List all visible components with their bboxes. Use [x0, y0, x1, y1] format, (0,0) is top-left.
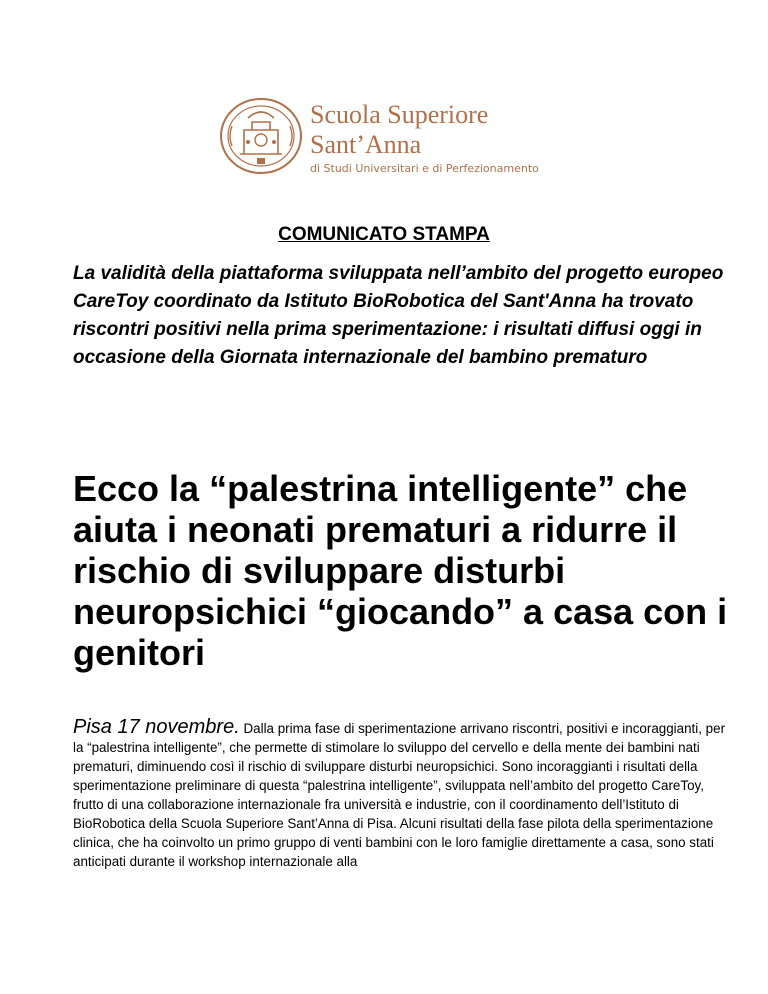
- logo-name-line2: Sant’Anna: [310, 130, 422, 159]
- article-subtitle: La validità della piattaforma sviluppata nell’ambito del progetto europeo CareToy coordinato da Istituto BioRobotica del Sant'Anna ha trovato riscontri positivi nella prima sperimentazione: i risultati diffusi oggi in occasione della Giornata internazionale del bambino prematuro: [73, 263, 724, 368]
- logo-name: [310, 100, 488, 160]
- article-title: Ecco la “palestrina intelligente” che aiuta i neonati prematuri a ridurre il rischio di sviluppare disturbi neuropsichici “giocando” a casa con i genitori: [73, 468, 728, 673]
- dateline: Pisa 17 novembre.: [73, 716, 240, 738]
- press-release-label: COMUNICATO STAMPA: [278, 224, 490, 245]
- logo-name-line1: Scuola Superiore: [310, 100, 489, 129]
- body-text: Dalla prima fase di sperimentazione arrivano riscontri, positivi e incoraggianti, per la “palestrina intelligente”, che permette di stimolare lo sviluppo del cervello e della mente dei bambini nati prematuri, diminuendo così il rischio di sviluppare disturbi neuropsichici. Sono incoraggianti i risultati della sperimentazione preliminare di questa “palestrina intelligente”, sviluppata nell’ambito del progetto CareToy, frutto di una collaborazione internazionale fra università e industrie, con il coordinamento dell’Istituto di BioRobotica della Scuola Superiore Sant’Anna di Pisa. Alcuni risultati della fase pilota della sperimentazione clinica, che ha coinvolto un primo gruppo di venti bambini con le loro famiglie direttamente a casa, sono stati anticipati durante il workshop internazionale alla: [73, 721, 726, 869]
- logo-subtitle: di Studi Universitari e di Perfezionamento: [310, 162, 539, 175]
- institution-logo: [218, 96, 558, 182]
- seal-icon: [218, 96, 304, 176]
- article-body: [73, 718, 733, 871]
